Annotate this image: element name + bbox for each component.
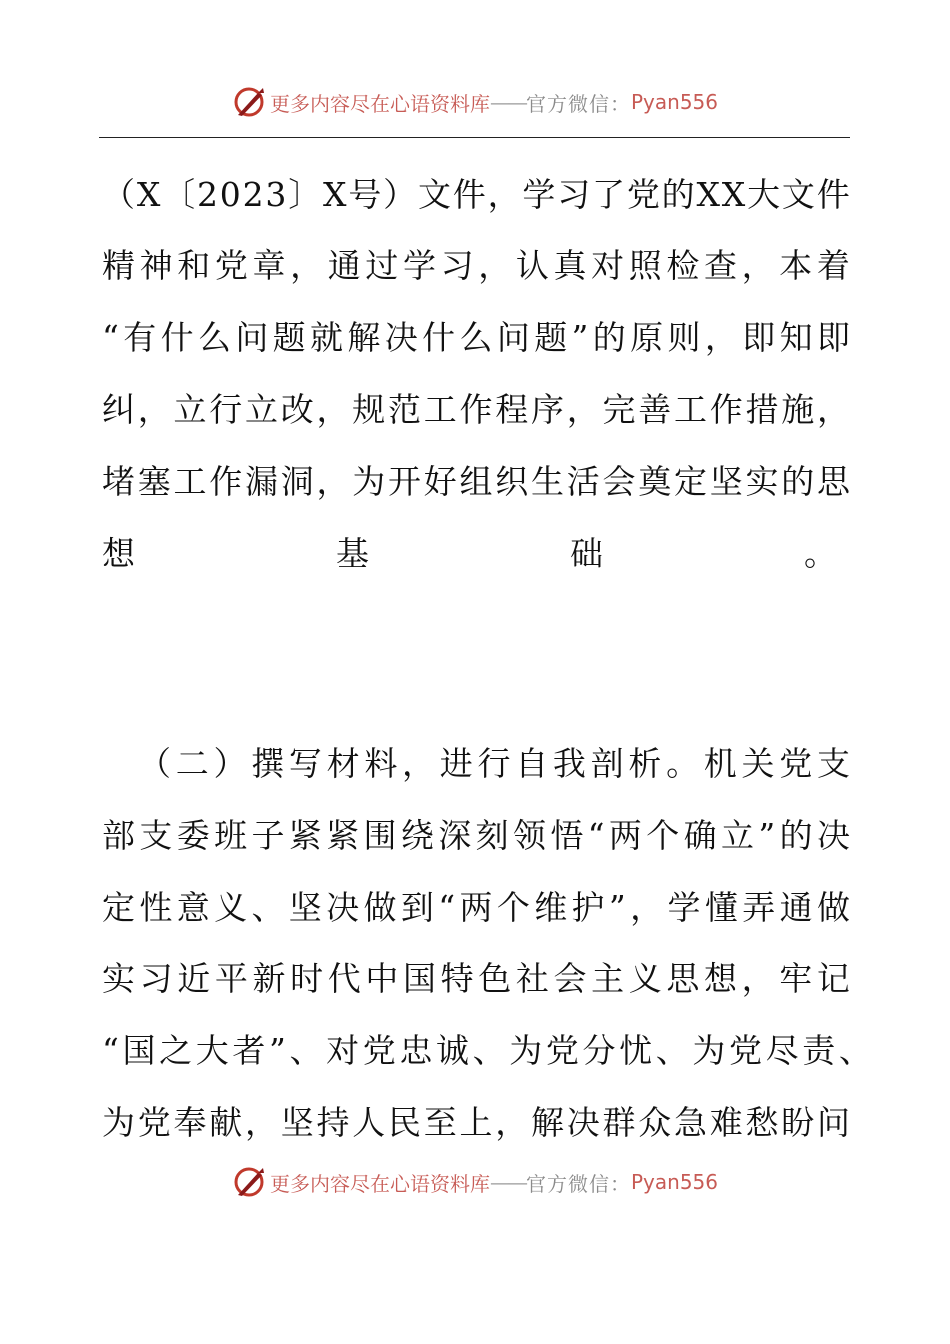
- text-char: 想: [102, 534, 135, 573]
- header-wechat-label: 官方微信：: [525, 91, 631, 116]
- text-line: 纠 ， 立 行 立 改 ， 规 范 工 作 程 序 ， 完 善 工 作 措 施 ，: [102, 390, 850, 429]
- header-watermark: [0, 82, 950, 122]
- text-line: “ 有 什 么 问 题 就 解 决 什 么 问 题 ” 的 原 则 ， 即 知 即: [102, 318, 850, 357]
- footer-wechat-id: Pyan556: [630, 1170, 718, 1194]
- footer-site-name: 更多内容尽在心语资料库: [269, 1171, 490, 1196]
- text-line: （ X 〔 2 0 2 3 〕 X 号 ） 文 件 ， 学 习 了 党 的 X X 大 文 件: [102, 175, 850, 214]
- header-divider: [99, 137, 850, 138]
- footer-watermark: [0, 1162, 950, 1202]
- text-line: “ 国 之 大 者 ” 、 对 党 忠 诚 、 为 党 分 忧 、 为 党 尽 责 、: [102, 1031, 872, 1070]
- text-line: 部 支 委 班 子 紧 紧 围 绕 深 刻 领 悟 “ 两 个 确 立 ” 的 决: [102, 816, 850, 855]
- header-wechat-id: Pyan556: [630, 90, 718, 114]
- text-char: 础: [570, 534, 603, 573]
- text-line: 堵 塞 工 作 漏 洞 ， 为 开 好 组 织 生 活 会 奠 定 坚 实 的 思: [102, 462, 850, 501]
- text-char: 。: [804, 534, 837, 573]
- text-line: 定 性 意 义 、 坚 决 做 到 “ 两 个 维 护 ” ， 学 懂 弄 通 做: [102, 888, 850, 927]
- text-line: 精 神 和 党 章 ， 通 过 学 习 ， 认 真 对 照 检 查 ， 本 着: [102, 246, 850, 285]
- text-line: 实 习 近 平 新 时 代 中 国 特 色 社 会 主 义 思 想 ， 牢 记: [102, 959, 850, 998]
- text-line-last: [102, 528, 837, 580]
- text-line: 为 党 奉 献 ， 坚 持 人 民 至 上 ， 解 决 群 众 急 难 愁 盼 问: [102, 1103, 850, 1142]
- pen-logo-icon: [232, 85, 266, 119]
- header-dash: ——: [489, 90, 526, 114]
- header-site-name: 更多内容尽在心语资料库: [269, 91, 490, 116]
- footer-wechat-label: 官方微信：: [525, 1171, 631, 1196]
- text-line: （ 二 ） 撰 写 材 料 ， 进 行 自 我 剖 析 。 机 关 党 支: [138, 744, 850, 783]
- footer-dash: ——: [489, 1170, 526, 1194]
- text-char: 基: [336, 534, 369, 573]
- pen-logo-icon: [232, 1165, 266, 1199]
